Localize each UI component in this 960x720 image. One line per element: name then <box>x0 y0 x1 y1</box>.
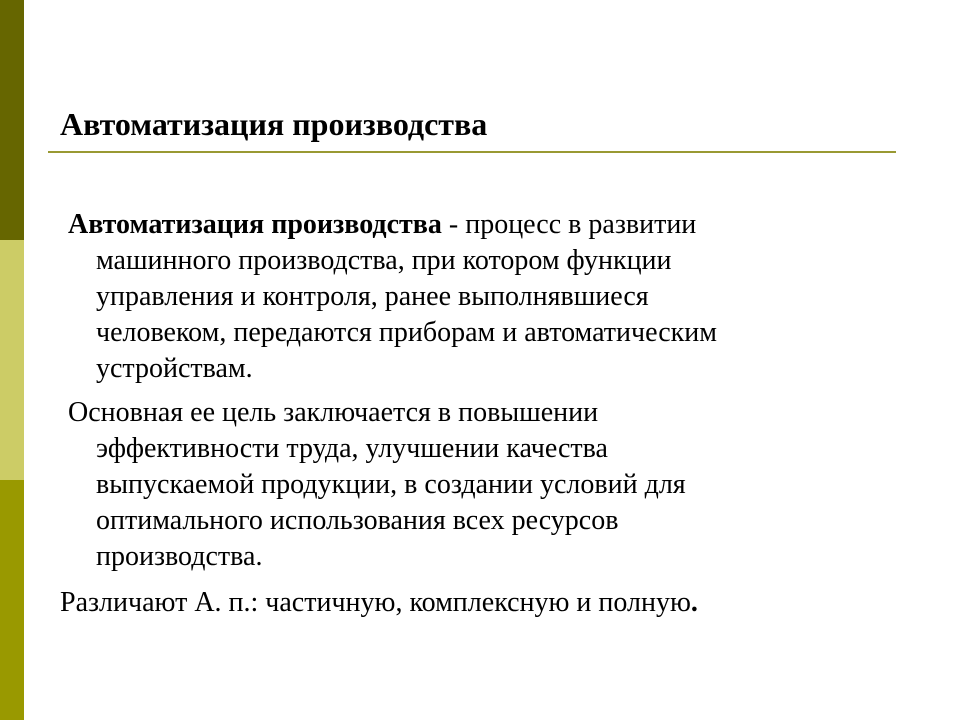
paragraph-line: машинного производства, при котором функции <box>96 245 672 276</box>
end-mark: . <box>690 587 698 618</box>
slide-title: Автоматизация производства <box>60 106 488 142</box>
sidebar-decoration <box>0 0 24 720</box>
defined-term: Автоматизация производства <box>68 209 442 240</box>
paragraph-line: Основная ее цель заключается в повышении <box>68 397 599 428</box>
paragraph-line: производства. <box>96 541 263 572</box>
paragraph-goal <box>68 395 848 575</box>
paragraph-line <box>68 207 848 243</box>
paragraph-line: человеком, передаются приборам и автоматическим <box>96 317 717 348</box>
paragraph-line: оптимального использования всех ресурсов <box>96 505 619 536</box>
definition-text: - процесс в развитии <box>441 209 697 240</box>
paragraph-line: выпускаемой продукции, в создании условий для <box>96 469 686 500</box>
types-text: Различают А. п.: частичную, комплексную и полную <box>60 587 691 618</box>
sidebar-segment-mid <box>0 480 24 720</box>
paragraph-line <box>60 585 840 621</box>
sidebar-segment-dark <box>0 0 24 240</box>
paragraph-definition <box>68 207 848 387</box>
sidebar-segment-light <box>0 240 24 480</box>
paragraph-line: устройствам. <box>96 353 253 384</box>
paragraph-line: управления и контроля, ранее выполнявшиеся <box>96 281 649 312</box>
paragraph-types <box>60 585 840 621</box>
title-underline <box>48 151 896 153</box>
paragraph-line: эффективности труда, улучшении качества <box>96 433 608 464</box>
